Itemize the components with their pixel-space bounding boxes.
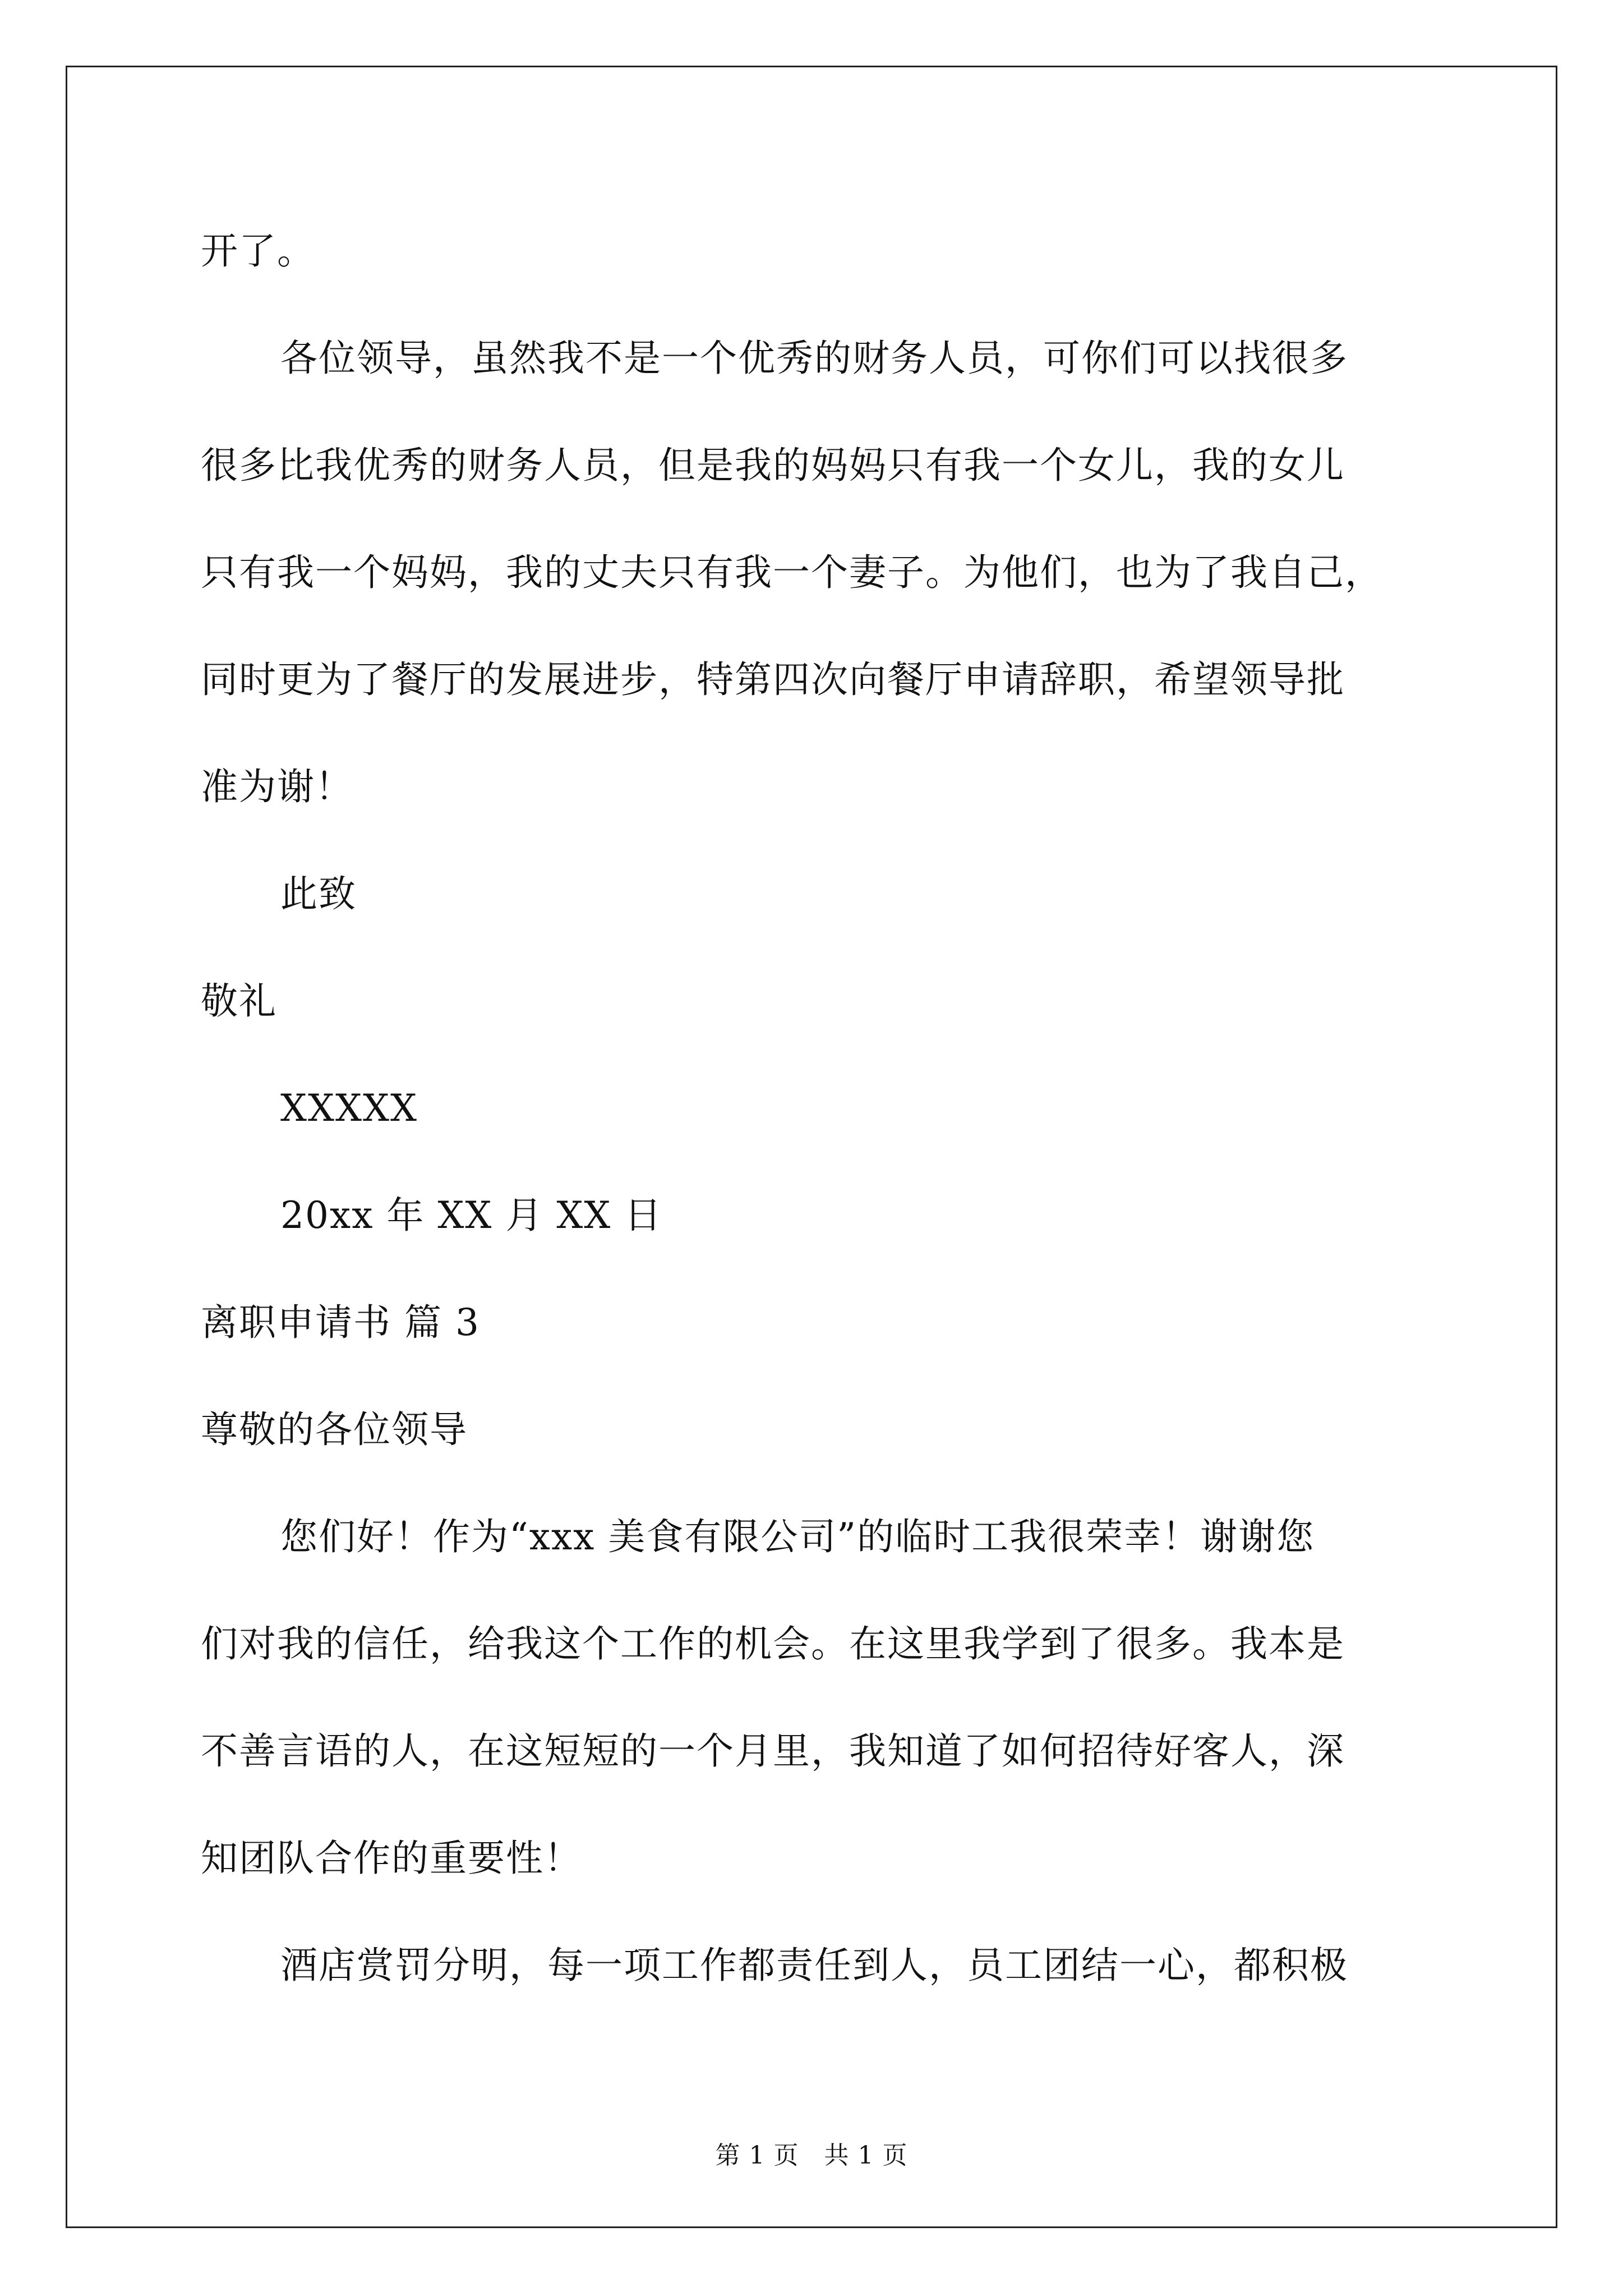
page-footer: 第 1 页 共 1 页 [715, 2141, 908, 2170]
paragraph-line: 您们好！作为“xxx 美食有限公司”的临时工我很荣幸！谢谢您 [280, 1515, 1315, 1558]
text-line: 同时更为了餐厅的发展进步，特第四次向餐厅申请辞职，希望领导批 [201, 658, 1345, 701]
text-line: 开了。 [201, 229, 315, 273]
closing-regards: 敬礼 [201, 979, 277, 1023]
closing-salutation: 此致 [280, 872, 357, 915]
text-line: 们对我的信任，给我这个工作的机会。在这里我学到了很多。我本是 [201, 1622, 1345, 1665]
text-line: 很多比我优秀的财务人员，但是我的妈妈只有我一个女儿，我的女儿 [201, 444, 1345, 487]
text-line: 知团队合作的重要性！ [201, 1837, 582, 1880]
text-line: 只有我一个妈妈，我的丈夫只有我一个妻子。为他们，也为了我自己， [201, 551, 1383, 594]
signature-date: 20xx 年 XX 月 XX 日 [280, 1194, 663, 1237]
greeting: 尊敬的各位领导 [201, 1408, 468, 1451]
text-line: 准为谢！ [201, 765, 353, 808]
page-border [66, 66, 1557, 2228]
section-heading: 离职申请书 篇 3 [201, 1301, 480, 1344]
paragraph-line: 各位领导，虽然我不是一个优秀的财务人员，可你们可以找很多 [280, 337, 1348, 380]
signature-name: XXXXX [280, 1087, 418, 1130]
text-line: 不善言语的人，在这短短的一个月里，我知道了如何招待好客人，深 [201, 1729, 1345, 1773]
paragraph-line: 酒店赏罚分明，每一项工作都责任到人，员工团结一心，都积极 [280, 1944, 1348, 1987]
